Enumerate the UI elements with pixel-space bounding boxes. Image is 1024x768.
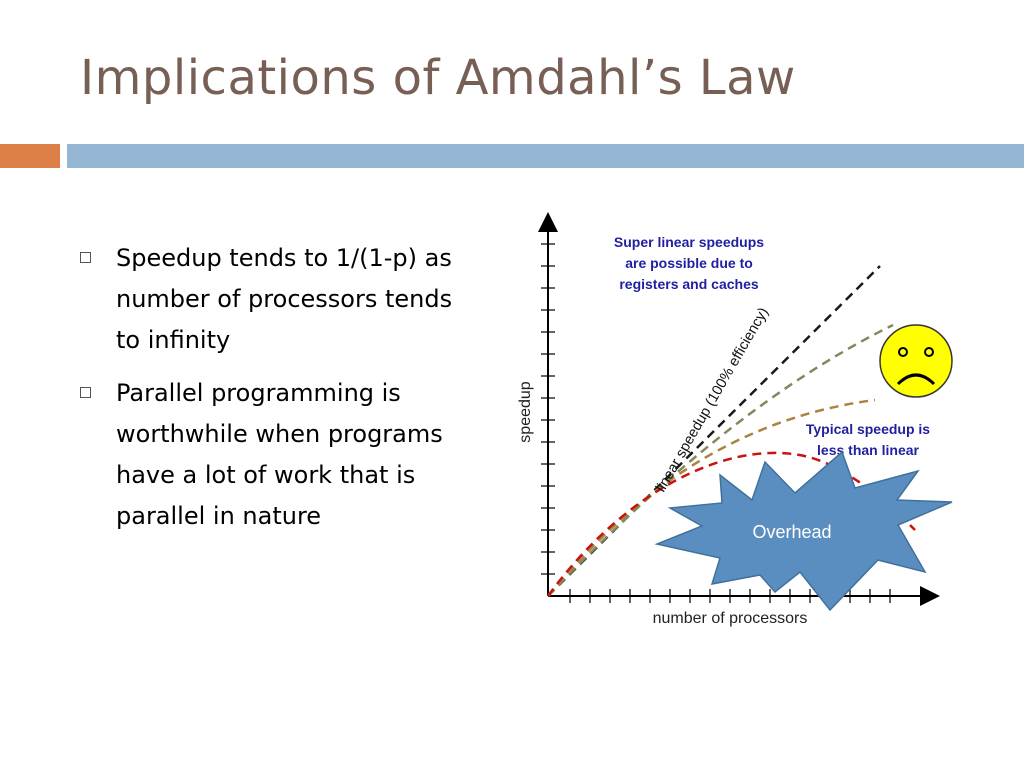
note-line: Typical speedup is: [805, 421, 931, 437]
note-line: less than linear: [817, 442, 919, 458]
square-bullet-icon: [80, 387, 91, 398]
slide-title: Implications of Amdahl’s Law: [80, 50, 796, 106]
linear-speedup-label: linear speedup (100% efficiency): [653, 305, 772, 495]
overhead-label: Overhead: [752, 522, 832, 542]
typical-speedup-note: [806, 421, 930, 458]
overhead-burst: [657, 452, 952, 610]
accent-bar-orange: [0, 144, 60, 168]
bullet-item: [80, 238, 480, 361]
speedup-diagram: [500, 210, 970, 640]
bullet-item: [80, 373, 480, 537]
note-line: Super linear speedups: [613, 234, 765, 250]
sad-face-icon: [880, 325, 952, 397]
square-bullet-icon: [80, 252, 91, 263]
super-linear-note: [614, 234, 764, 292]
y-axis-label: speedup: [517, 381, 534, 443]
bullet-text: Parallel programming is worthwhile when programs have a lot of work that is parallel in nature: [116, 379, 443, 530]
x-axis-label: number of processors: [652, 610, 808, 627]
note-line: registers and caches: [619, 276, 759, 292]
bullet-list: [80, 238, 480, 549]
bullet-text: Speedup tends to 1/(1-p) as number of processors tends to infinity: [116, 244, 453, 354]
accent-bar-blue: [67, 144, 1024, 168]
note-line: are possible due to: [625, 255, 753, 271]
